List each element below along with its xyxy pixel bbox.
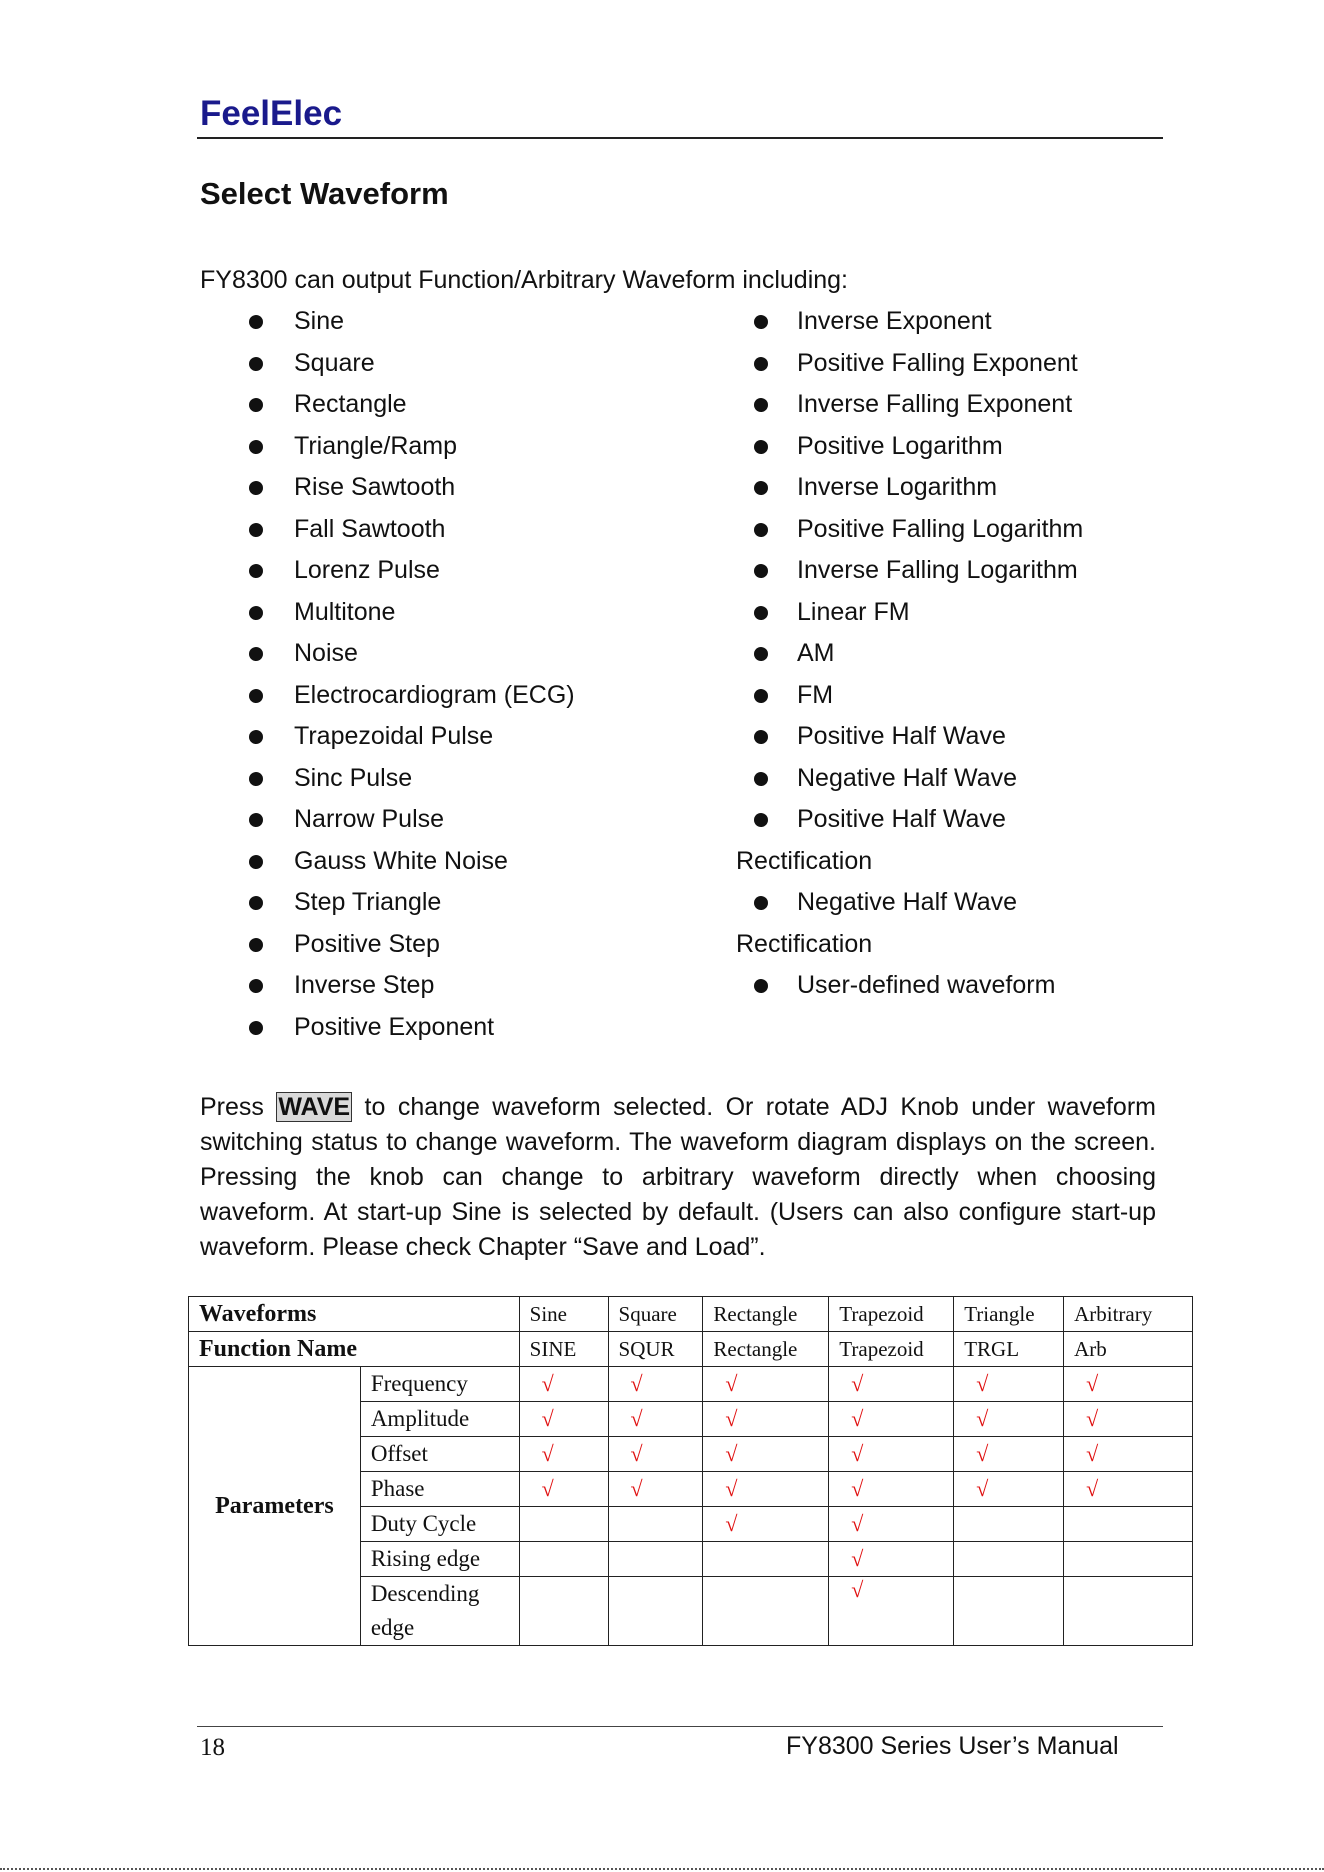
bullet-icon <box>754 564 768 578</box>
bullet-icon <box>249 647 263 661</box>
bullet-icon <box>249 813 263 827</box>
list-item-label: Multitone <box>294 597 396 626</box>
list-item <box>200 509 660 551</box>
check-cell <box>703 1367 829 1402</box>
function-name-cell: TRGL <box>954 1332 1064 1367</box>
list-item-label: User-defined waveform <box>797 971 1056 999</box>
bullet-icon <box>754 979 768 993</box>
check-mark-icon: √ <box>851 1406 864 1431</box>
bullet-icon <box>754 398 768 412</box>
list-item <box>200 426 660 468</box>
check-mark-icon: √ <box>541 1371 554 1396</box>
check-mark-icon: √ <box>1086 1476 1099 1501</box>
check-cell <box>608 1507 703 1542</box>
check-mark-icon: √ <box>1086 1441 1099 1466</box>
list-item-label: Positive Falling Exponent <box>797 348 1078 377</box>
list-item <box>704 301 1174 343</box>
list-item <box>704 509 1174 551</box>
check-mark-icon: √ <box>851 1546 864 1571</box>
check-cell <box>1064 1367 1193 1402</box>
bullet-icon <box>754 896 768 910</box>
list-item-label: Triangle/Ramp <box>294 431 458 460</box>
check-cell <box>954 1367 1064 1402</box>
list-item <box>200 592 660 634</box>
check-mark-icon: √ <box>976 1406 989 1431</box>
list-item <box>704 716 1174 758</box>
check-cell <box>829 1367 954 1402</box>
function-name-cell: Arb <box>1064 1332 1193 1367</box>
list-item <box>200 924 660 966</box>
list-item-label: Positive Half Wave <box>797 805 1006 833</box>
list-item-label: Negative Half Wave <box>797 763 1017 792</box>
check-cell <box>608 1367 703 1402</box>
brand-logo-text: FeelElec <box>200 94 343 133</box>
bullet-icon <box>754 606 768 620</box>
table-row <box>189 1367 1193 1402</box>
check-cell <box>519 1402 608 1437</box>
parameter-name: Frequency <box>360 1367 519 1402</box>
check-cell <box>519 1542 608 1577</box>
check-mark-icon: √ <box>976 1371 989 1396</box>
header-rule <box>197 137 1163 139</box>
column-header: Square <box>608 1297 703 1332</box>
check-cell <box>703 1472 829 1507</box>
intro-text: FY8300 can output Function/Arbitrary Waveform including: <box>200 266 848 294</box>
check-cell <box>1064 1577 1193 1646</box>
check-mark-icon: √ <box>630 1406 643 1431</box>
check-cell <box>608 1402 703 1437</box>
check-mark-icon: √ <box>851 1577 864 1602</box>
check-cell <box>954 1402 1064 1437</box>
list-item-label: Square <box>294 348 375 377</box>
list-item-label: Inverse Step <box>294 971 435 999</box>
list-item <box>704 799 1174 841</box>
check-cell <box>1064 1472 1193 1507</box>
list-item-label: Negative Half Wave <box>797 888 1017 916</box>
waveform-list-left <box>200 301 660 1048</box>
list-item-label: Positive Half Wave <box>797 722 1006 750</box>
check-mark-icon: √ <box>630 1371 643 1396</box>
function-name-cell: SINE <box>519 1332 608 1367</box>
list-item-label: Narrow Pulse <box>294 805 445 833</box>
list-item <box>704 467 1174 509</box>
check-mark-icon: √ <box>851 1441 864 1466</box>
check-mark-icon: √ <box>976 1441 989 1466</box>
parameter-name: Descending edge <box>360 1577 519 1646</box>
wave-instructions-paragraph <box>200 1090 1156 1265</box>
bullet-icon <box>249 315 263 329</box>
check-cell <box>829 1472 954 1507</box>
function-name-cell: SQUR <box>608 1332 703 1367</box>
check-cell <box>608 1437 703 1472</box>
list-item <box>704 550 1174 592</box>
list-item-label: Inverse Falling Logarithm <box>797 556 1078 584</box>
list-item-label: Positive Exponent <box>294 1012 495 1041</box>
list-item <box>200 716 660 758</box>
list-item <box>200 841 660 883</box>
bullet-icon <box>754 647 768 661</box>
function-name-header: Function Name <box>189 1332 520 1367</box>
check-mark-icon: √ <box>725 1441 738 1466</box>
check-cell <box>829 1437 954 1472</box>
parameters-label: Parameters <box>189 1367 361 1646</box>
check-cell <box>703 1507 829 1542</box>
check-mark-icon: √ <box>541 1476 554 1501</box>
list-item-label: Fall Sawtooth <box>294 514 446 543</box>
list-item <box>200 965 660 1007</box>
list-item-label: Positive Falling Logarithm <box>797 514 1084 543</box>
bullet-icon <box>754 813 768 827</box>
table-row <box>189 1297 1193 1332</box>
list-item <box>200 384 660 426</box>
check-cell <box>703 1577 829 1646</box>
bullet-icon <box>249 564 263 578</box>
list-item <box>704 384 1174 426</box>
check-mark-icon: √ <box>1086 1406 1099 1431</box>
list-item <box>704 965 1174 1007</box>
list-item <box>704 675 1174 717</box>
check-mark-icon: √ <box>630 1441 643 1466</box>
parameter-name: Offset <box>360 1437 519 1472</box>
list-item-label: Rectification <box>736 846 873 875</box>
list-item-label: AM <box>797 639 835 667</box>
check-cell <box>954 1472 1064 1507</box>
list-item <box>704 882 1174 924</box>
bullet-icon <box>249 938 263 952</box>
check-cell <box>829 1577 954 1646</box>
bullet-icon <box>249 357 263 371</box>
list-item-label: Inverse Exponent <box>797 307 992 335</box>
function-name-cell: Rectangle <box>703 1332 829 1367</box>
check-cell <box>829 1542 954 1577</box>
bullet-icon <box>249 730 263 744</box>
check-cell <box>519 1507 608 1542</box>
bullet-icon <box>754 357 768 371</box>
list-item-label: Trapezoidal Pulse <box>294 722 494 750</box>
bullet-icon <box>249 689 263 703</box>
list-item-label: Electrocardiogram (ECG) <box>294 680 575 709</box>
check-mark-icon: √ <box>725 1476 738 1501</box>
check-mark-icon: √ <box>1086 1371 1099 1396</box>
check-cell <box>954 1577 1064 1646</box>
list-item <box>200 633 660 675</box>
check-cell <box>608 1542 703 1577</box>
check-mark-icon: √ <box>725 1406 738 1431</box>
bullet-icon <box>249 398 263 412</box>
waveforms-header: Waveforms <box>189 1297 520 1332</box>
list-item-label: FM <box>797 680 834 709</box>
check-mark-icon: √ <box>851 1511 864 1536</box>
list-item <box>704 343 1174 385</box>
function-name-cell: Trapezoid <box>829 1332 954 1367</box>
bullet-icon <box>249 979 263 993</box>
check-mark-icon: √ <box>725 1511 738 1536</box>
check-mark-icon: √ <box>541 1406 554 1431</box>
bullet-icon <box>754 440 768 454</box>
check-cell <box>703 1437 829 1472</box>
bullet-icon <box>754 730 768 744</box>
list-item <box>200 1007 660 1049</box>
check-cell <box>1064 1437 1193 1472</box>
list-item <box>704 426 1174 468</box>
check-mark-icon: √ <box>851 1476 864 1501</box>
check-cell <box>829 1402 954 1437</box>
check-cell <box>608 1577 703 1646</box>
check-cell <box>703 1542 829 1577</box>
bullet-icon <box>249 440 263 454</box>
check-cell <box>829 1507 954 1542</box>
column-header: Rectangle <box>703 1297 829 1332</box>
check-mark-icon: √ <box>725 1371 738 1396</box>
check-cell <box>1064 1402 1193 1437</box>
column-header: Arbitrary <box>1064 1297 1193 1332</box>
bullet-icon <box>249 523 263 537</box>
waveform-list-right <box>704 301 1174 1007</box>
list-item <box>200 467 660 509</box>
list-item-label: Positive Step <box>294 929 440 958</box>
list-item <box>704 592 1174 634</box>
check-cell <box>519 1472 608 1507</box>
list-item <box>200 799 660 841</box>
check-cell <box>519 1577 608 1646</box>
paragraph-rest: to change waveform selected. Or rotate ADJ Knob under waveform switching status to change waveform. The waveform diagram displays on the screen. Pressing the knob can change to arbitrary waveform directly when choosing waveform. At start-up Sine is selected by default. (Users can also configure start-up waveform. Please check Chapter “Save and Load”. <box>200 1093 1156 1261</box>
table-row <box>189 1332 1193 1367</box>
list-item-continuation <box>704 841 1174 883</box>
bullet-icon <box>249 481 263 495</box>
list-item-label: Rise Sawtooth <box>294 473 456 501</box>
check-cell <box>703 1402 829 1437</box>
check-mark-icon: √ <box>851 1371 864 1396</box>
bullet-icon <box>249 772 263 786</box>
list-item-label: Gauss White Noise <box>294 846 508 875</box>
list-item-label: Lorenz Pulse <box>294 556 440 584</box>
list-item <box>704 758 1174 800</box>
bullet-icon <box>249 606 263 620</box>
wave-key-label: WAVE <box>278 1093 351 1121</box>
bullet-icon <box>249 1021 263 1035</box>
manual-title: FY8300 Series User’s Manual <box>786 1732 1119 1760</box>
bullet-icon <box>754 523 768 537</box>
list-item-label: Inverse Falling Exponent <box>797 390 1073 418</box>
list-item <box>200 882 660 924</box>
check-cell <box>954 1437 1064 1472</box>
list-item <box>200 758 660 800</box>
list-item-label: Rectification <box>736 929 873 958</box>
list-item <box>200 343 660 385</box>
list-item-label: Noise <box>294 639 358 667</box>
list-item-label: Linear FM <box>797 597 910 626</box>
page-number: 18 <box>200 1734 225 1761</box>
list-item-continuation <box>704 924 1174 966</box>
list-item <box>200 675 660 717</box>
parameter-name: Duty Cycle <box>360 1507 519 1542</box>
parameter-name: Phase <box>360 1472 519 1507</box>
parameter-name: Rising edge <box>360 1542 519 1577</box>
check-cell <box>1064 1507 1193 1542</box>
footer-rule <box>197 1726 1163 1727</box>
bullet-icon <box>754 772 768 786</box>
check-cell <box>954 1507 1064 1542</box>
column-header: Triangle <box>954 1297 1064 1332</box>
check-mark-icon: √ <box>541 1441 554 1466</box>
list-item <box>200 550 660 592</box>
list-item <box>200 301 660 343</box>
section-title: Select Waveform <box>200 176 449 211</box>
bullet-icon <box>754 481 768 495</box>
check-cell <box>519 1367 608 1402</box>
list-item-label: Positive Logarithm <box>797 431 1003 460</box>
check-cell <box>1064 1542 1193 1577</box>
parameter-name: Amplitude <box>360 1402 519 1437</box>
paragraph-press: Press <box>200 1093 264 1121</box>
list-item-label: Step Triangle <box>294 888 442 916</box>
list-item <box>704 633 1174 675</box>
list-item-label: Sine <box>294 307 345 335</box>
column-header: Sine <box>519 1297 608 1332</box>
bullet-icon <box>754 315 768 329</box>
check-cell <box>954 1542 1064 1577</box>
check-cell <box>608 1472 703 1507</box>
waveform-parameter-table <box>188 1296 1193 1646</box>
list-item-label: Inverse Logarithm <box>797 473 998 501</box>
check-mark-icon: √ <box>976 1476 989 1501</box>
list-item-label: Rectangle <box>294 390 407 418</box>
check-cell <box>519 1437 608 1472</box>
bullet-icon <box>249 896 263 910</box>
page-bottom-edge <box>0 1868 1324 1870</box>
column-header: Trapezoid <box>829 1297 954 1332</box>
check-mark-icon: √ <box>630 1476 643 1501</box>
bullet-icon <box>754 689 768 703</box>
bullet-icon <box>249 855 263 869</box>
list-item-label: Sinc Pulse <box>294 763 413 792</box>
